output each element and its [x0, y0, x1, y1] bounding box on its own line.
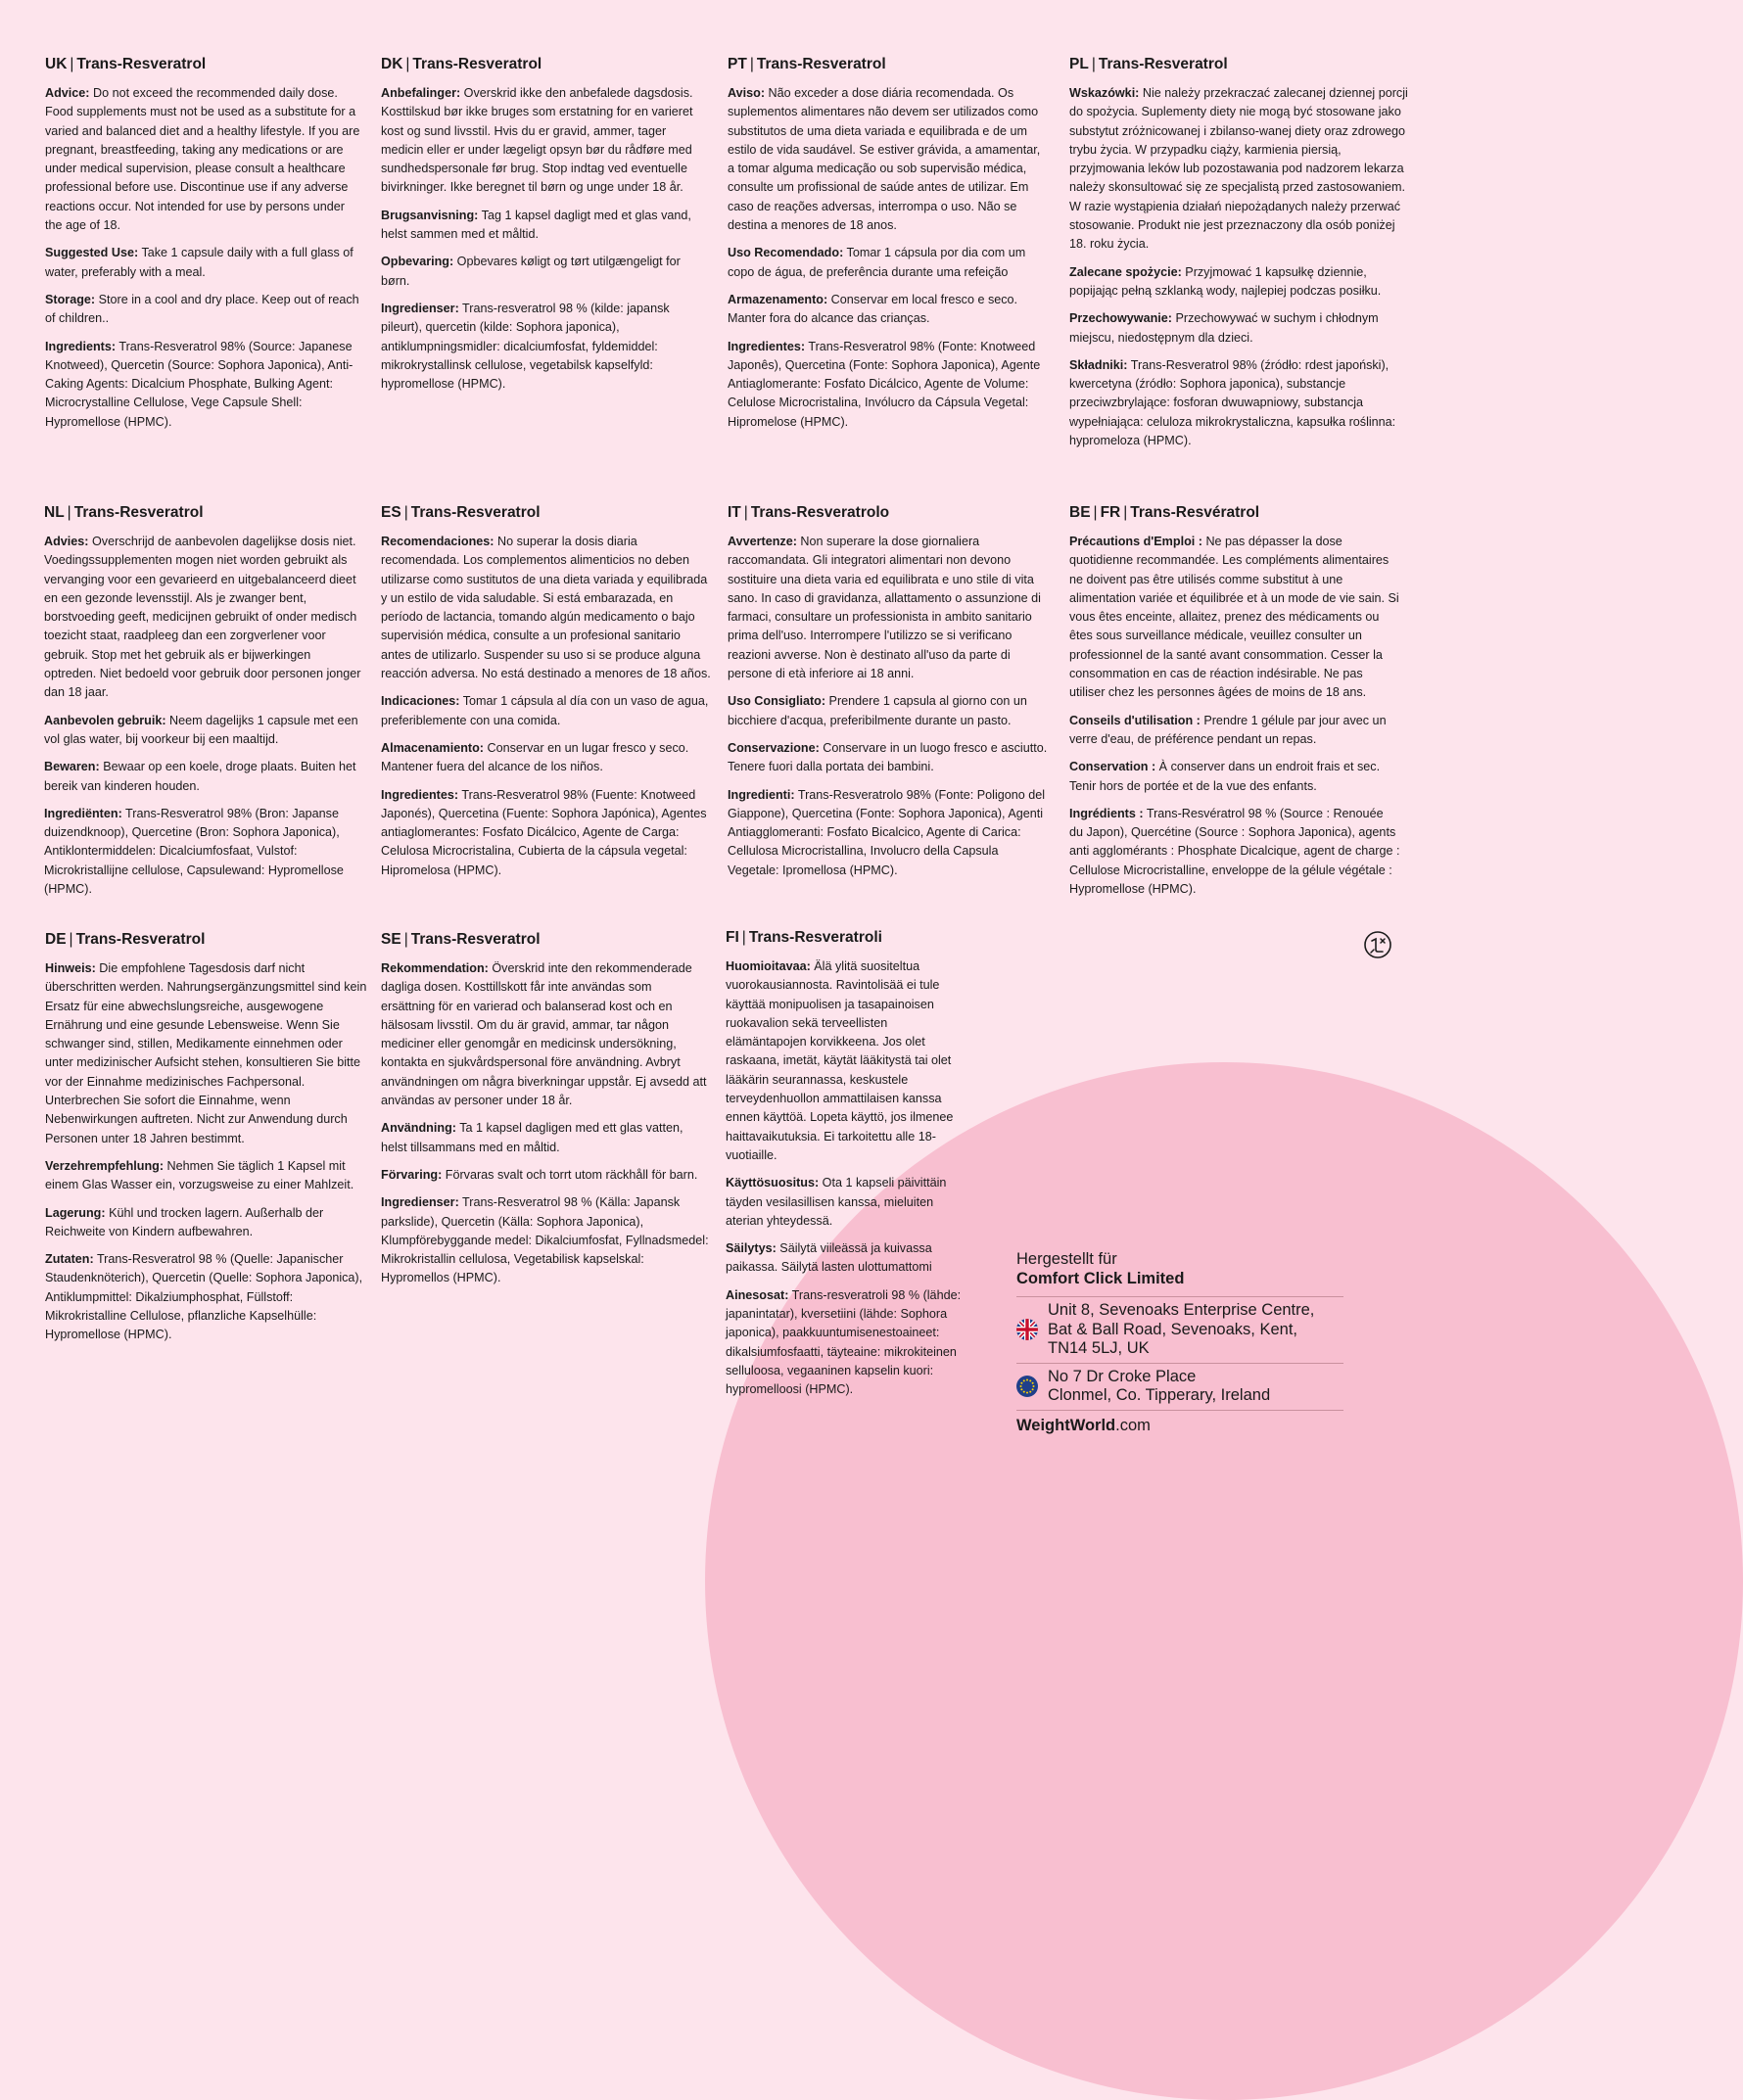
- brand-domain: .com: [1115, 1416, 1151, 1434]
- country-code: IT: [728, 504, 741, 521]
- section-label: Förvaring:: [381, 1167, 443, 1182]
- country-code: UK: [45, 56, 68, 72]
- section-label: Conseils d'utilisation :: [1069, 713, 1201, 727]
- section-label: Uso Recomendado:: [728, 246, 844, 260]
- heading-separator: |: [403, 504, 408, 521]
- section-text: Do not exceed the recommended daily dose. Food supplements must not be used as a substitute for a varied and balanced diet and a healthy lifestyle. If you are pregnant, breastfeeding, taking any medications or are under medical supervision, please consult a healthcare professional before use. Discontinue use if any adverse reactions occur. Not intended for use by persons under the age of 18.: [45, 86, 360, 233]
- label-section: [728, 291, 1041, 329]
- country-code-secondary: FR: [1100, 504, 1121, 521]
- label-section: [1069, 533, 1400, 703]
- label-section: [728, 692, 1051, 730]
- section-label: Ingredientes:: [728, 339, 806, 353]
- panel-it: [728, 503, 1051, 889]
- label-section: [726, 1239, 965, 1278]
- label-section: [1069, 758, 1400, 796]
- label-section: [728, 84, 1041, 235]
- section-text: Trans-Resveratrol 98% (Bron: Japanse duizendknoop), Quercetine (Bron: Sophora Japonica), Antiklontermiddelen: Dicalciumfosfaat, Vulstof: Microkristallijne cellulose, Capsulewand: Hypromellose (HPMC).: [44, 806, 344, 897]
- section-label: Przechowywanie:: [1069, 311, 1172, 326]
- section-text: Älä ylitä suositeltua vuorokausiannosta. Ravintolisää ei tule käyttää monipuolisen ja tasapainoisen ruokavalion sekä terveellisten elämäntapojen korvikkeena. Jos olet raskaana, imetät, käytät lääkitystä tai olet lääkärin seurannassa, keskustele terveydenhuollon ammattilaisen kanssa ennen käyttöä. Lopeta käyttö, jos ilmenee haittavaikutuksia. Ei tarkoitettu alle 18-vuotiaille.: [726, 959, 954, 1162]
- section-text: Przyjmować 1 kapsułkę dziennie, popijając pełną szklanką wody, najlepiej podczas posiłku.: [1069, 264, 1382, 298]
- panel-uk: [45, 55, 363, 441]
- panel-heading: [381, 503, 714, 523]
- panel-heading: [45, 930, 368, 950]
- label-section: [381, 1119, 709, 1157]
- country-code: PL: [1069, 56, 1089, 72]
- label-section: [1069, 805, 1400, 899]
- heading-separator: |: [1091, 56, 1096, 72]
- panel-dk: [381, 55, 709, 402]
- section-label: Storage:: [45, 292, 96, 306]
- section-text: Bewaar op een koele, droge plaats. Buiten het bereik van kinderen houden.: [44, 760, 356, 793]
- panel-heading: [381, 55, 709, 74]
- brand-website[interactable]: [1016, 1417, 1343, 1435]
- label-section: [728, 533, 1051, 683]
- heading-separator: |: [69, 931, 73, 948]
- country-code: DE: [45, 931, 67, 948]
- label-section: [726, 1174, 965, 1231]
- section-label: Ingredienti:: [728, 787, 795, 802]
- section-text: Förvaras svalt och torrt utom räckhåll för barn.: [442, 1167, 698, 1182]
- uk-address: Unit 8, Sevenoaks Enterprise Centre, Bat & Ball Road, Sevenoaks, Kent, TN14 5LJ, UK: [1048, 1301, 1315, 1357]
- brand-name: WeightWorld: [1016, 1416, 1116, 1434]
- section-text: À conserver dans un endroit frais et sec. Tenir hors de portée et de la vue des enfants.: [1069, 760, 1381, 793]
- section-text: Trans-Resveratrol 98% (Fonte: Knotweed Japonês), Quercetina (Fonte: Sophora Japonica), Agente Antiaglomerante: Fosfato Dicálcico, Agente de Volume: Celulose Microcristalina, Invólucro da Cápsula Vegetal: Hipromelose (HPMC).: [728, 339, 1041, 429]
- section-label: Ingredienser:: [381, 1195, 459, 1210]
- product-name: Trans-Resveratroli: [748, 929, 882, 946]
- heading-separator: |: [1093, 504, 1098, 521]
- section-text: Tomar 1 cápsula por dia com um copo de água, de preferência durante uma refeição: [728, 246, 1026, 279]
- label-section: [44, 805, 365, 899]
- heading-separator: |: [67, 504, 71, 521]
- label-section: [44, 533, 365, 703]
- made-for-label: Hergestellt für: [1016, 1250, 1117, 1268]
- section-label: Ingrediënten:: [44, 806, 122, 820]
- panel-fi: [726, 928, 965, 1397]
- panel-heading: [45, 55, 363, 74]
- section-text: Ota 1 kapseli päivittäin täyden vesilasillisen kanssa, mieluiten aterian yhteydessä.: [726, 1176, 947, 1228]
- country-code: DK: [381, 56, 403, 72]
- product-name: Trans-Resveratrol: [410, 931, 541, 948]
- section-text: Trans-Resveratrolo 98% (Fonte: Poligono del Giappone), Quercetina (Fonte: Sophora Japonica), Agenti Antiagglomeranti: Fosfato Bicalcico, Agente di Carica: Cellulosa Microcristallina, Involucro della Capsula Vegetale: Ipromellosa (HPMC).: [728, 787, 1046, 877]
- section-label: Ingredients:: [45, 339, 117, 353]
- section-text: Non superare la dose giornaliera raccomandata. Gli integratori alimentari non devono sostituire una dieta varia ed equilibrata e uno stile di vita sano. In caso di gravidanza, allattamento o assunzione di farmaci, consultare un professionista in ambito sanitario prima dell'uso. Interrompere l'utilizzo se si verificano reazioni avverse. Non è destinato all'uso da parte di persone di età inferiore ai 18 anni.: [728, 535, 1041, 681]
- panel-heading: [44, 503, 365, 523]
- section-label: Uso Consigliato:: [728, 694, 826, 709]
- section-text: Take 1 capsule daily with a full glass of water, preferably with a meal.: [45, 246, 353, 279]
- label-section: [728, 244, 1041, 282]
- product-name: Trans-Resvératrol: [1130, 504, 1260, 521]
- panel-heading: [728, 503, 1051, 523]
- label-section: [1069, 263, 1412, 302]
- product-name: Trans-Resveratrol: [73, 504, 204, 521]
- heading-separator: |: [1123, 504, 1128, 521]
- label-section: [726, 1286, 965, 1400]
- label-section: [728, 786, 1051, 880]
- section-label: Ingredientes:: [381, 787, 459, 802]
- heading-separator: |: [743, 504, 748, 521]
- product-name: Trans-Resveratrol: [410, 504, 541, 521]
- company-name: Comfort Click Limited: [1016, 1270, 1185, 1287]
- section-text: Nie należy przekraczać zalecanej dziennej porcji do spożycia. Suplementy diety nie mogą być stosowane jako substytut zróżnicowanej i zbilanso-wanej diety oraz zdrowego trybu życia. W przypadku ciąży, karmienia piersią, przyjmowania leków lub pozostawania pod nadzorem lekarza należy skonsultować się ze specjalistą przed zastosowaniem. W razie wystąpienia działań niepożądanych należy przerwać stosowanie. Produkt nie jest przeznaczony dla osób poniżej 18. roku życia.: [1069, 86, 1408, 252]
- product-name: Trans-Resveratrol: [76, 56, 207, 72]
- section-label: Zutaten:: [45, 1252, 94, 1267]
- label-section: [45, 959, 368, 1148]
- section-label: Zalecane spożycie:: [1069, 264, 1182, 279]
- section-text: Conservar em local fresco e seco. Manter fora do alcance das crianças.: [728, 292, 1018, 326]
- country-code: SE: [381, 931, 401, 948]
- panel-nl: [44, 503, 365, 908]
- section-text: Ta 1 kapsel dagligen med ett glas vatten, helst tillsammans med en måltid.: [381, 1121, 683, 1154]
- section-text: Trans-Resveratrol 98 % (Quelle: Japanischer Staudenknöterich), Quercetin (Quelle: Sophora Japonica), Antiklumpmittel: Dikalziumphosphat, Füllstoff: Mikrokristalline Cellulose, pflanzliche Kapselhülle: Hypromellose (HPMC).: [45, 1252, 363, 1342]
- section-label: Avvertenze:: [728, 535, 797, 548]
- section-text: Tomar 1 cápsula al día con un vaso de agua, preferiblemente con una comida.: [381, 694, 709, 727]
- section-text: Store in a cool and dry place. Keep out of reach of children..: [45, 292, 359, 326]
- section-label: Huomioitavaa:: [726, 959, 811, 973]
- label-section: [1069, 712, 1400, 750]
- section-text: Opbevares køligt og tørt utilgængeligt for børn.: [381, 255, 681, 288]
- section-text: Trans-Resveratrol 98% (źródło: rdest japoński), kwercetyna (źródło: Sophora japonica), substancje przeciwzbrylające: fosforan dwuwapniowy, substancja wypełniająca: celuloza mikrokrystaliczna, kapsułka roślinna: hypromeloza (HPMC).: [1069, 357, 1396, 448]
- section-label: Ainesosat:: [726, 1287, 789, 1302]
- section-label: Składniki:: [1069, 357, 1128, 372]
- section-label: Advies:: [44, 535, 89, 548]
- panel-be-fr: [1069, 503, 1400, 908]
- section-text: Trans-Resveratrol 98 % (Källa: Japansk parkslide), Quercetin (Källa: Sophora Japonica), Klumpförebyggande medel: Dikalciumfosfat, Fyllnadsmedel: Mikrokristallin cellulosa, Vegetabilisk kapselskal: Hypromellos (HPMC).: [381, 1195, 709, 1285]
- label-section: [45, 1157, 368, 1195]
- section-text: No superar la dosis diaria recomendada. Los complementos alimenticios no deben utilizarse como sustitutos de una dieta variada y equilibrada y un estilo de vida saludable. Si está embarazada, en período de lactancia, tomando algún medicamento o bajo supervisión médica, consulte a un profesional sanitario antes de utilizarlo. Suspender su uso si se produce alguna reacción adversa. No está destinado a menores de 18 años.: [381, 535, 711, 681]
- panel-se: [381, 930, 709, 1297]
- section-label: Hinweis:: [45, 961, 96, 975]
- section-label: Användning:: [381, 1121, 456, 1136]
- section-label: Armazenamento:: [728, 292, 828, 306]
- panel-heading: [728, 55, 1041, 74]
- section-text: Kühl und trocken lagern. Außerhalb der Reichweite von Kindern aufbewahren.: [45, 1205, 324, 1238]
- panel-pt: [728, 55, 1041, 441]
- section-label: Conservazione:: [728, 740, 820, 755]
- section-text: Säilytä viileässä ja kuivassa paikassa. Säilytä lasten ulottumattomi: [726, 1241, 932, 1275]
- section-label: Recomendaciones:: [381, 535, 495, 548]
- label-section: [45, 1204, 368, 1242]
- section-label: Verzehrempfehlung:: [45, 1158, 165, 1173]
- section-text: Overschrijd de aanbevolen dagelijkse dosis niet. Voedingssupplementen mogen niet worden gebruikt als vervanging voor een gevarieerd en uitgebalanceerd dieet en een gezonde levensstijl. Als je zwanger bent, borstvoeding geeft, medicijnen gebruikt of onder medisch toezicht staat, raadpleeg dan een zorgverlener voor gebruik. Stop met het gebruik als er bijwerkingen optreden. Niet bedoeld voor gebruik door personen jonger dan 18 jaar.: [44, 535, 361, 700]
- recycle-bin-icon: [1363, 930, 1392, 959]
- section-label: Conservation :: [1069, 760, 1156, 774]
- label-section: [44, 758, 365, 796]
- uk-address-row: [1016, 1296, 1343, 1363]
- heading-separator: |: [403, 931, 408, 948]
- label-section: [381, 533, 714, 683]
- section-text: Trans-Resveratrol 98% (Source: Japanese Knotweed), Quercetin (Source: Sophora Japonica), Anti-Caking Agents: Dicalcium Phosphate, Bulking Agent: Microcrystalline Cellulose, Vege Capsule Shell: Hypromellose (HPMC).: [45, 339, 353, 429]
- label-section: [45, 84, 363, 235]
- section-label: Brugsanvisning:: [381, 208, 479, 222]
- heading-separator: |: [741, 929, 746, 946]
- section-label: Käyttösuositus:: [726, 1176, 820, 1190]
- section-label: Säilytys:: [726, 1241, 777, 1256]
- section-label: Wskazówki:: [1069, 86, 1140, 100]
- panel-pl: [1069, 55, 1412, 459]
- country-code: BE: [1069, 504, 1091, 521]
- panel-heading: [1069, 55, 1412, 74]
- section-text: Prendere 1 capsula al giorno con un bicchiere d'acqua, preferibilmente durante un pasto.: [728, 694, 1027, 727]
- section-label: Aanbevolen gebruik:: [44, 713, 166, 727]
- label-section: [45, 338, 363, 432]
- heading-separator: |: [749, 56, 754, 72]
- section-text: Nehmen Sie täglich 1 Kapsel mit einem Glas Wasser ein, vorzugsweise zu einer Mahlzeit.: [45, 1158, 354, 1192]
- panel-de: [45, 930, 368, 1354]
- section-label: Almacenamiento:: [381, 740, 484, 755]
- product-name: Trans-Resveratrol: [756, 56, 886, 72]
- label-section: [381, 207, 709, 245]
- section-label: Ingrédients :: [1069, 806, 1144, 820]
- panel-heading: [726, 928, 965, 948]
- country-code: PT: [728, 56, 747, 72]
- panel-heading: [381, 930, 709, 950]
- label-section: [1069, 309, 1412, 348]
- section-label: Advice:: [45, 86, 90, 100]
- panel-heading: [1069, 503, 1400, 523]
- section-text: Ne pas dépasser la dose quotidienne recommandée. Les compléments alimentaires ne doivent pas être utilisés comme substitut à une alimentation variée et équilibrée et à un mode de vie sain. Si vous êtes enceinte, allaitez, prenez des médicaments ou êtes sous surveillance médicale, veuillez consulter un professionnel de la santé avant consommation. Cesser la consommation en cas de réaction indésirable. Ne pas utiliser chez les personnes âgées de moins de 18 ans.: [1069, 535, 1399, 700]
- eu-address: No 7 Dr Croke Place Clonmel, Co. Tipperary, Ireland: [1048, 1367, 1271, 1404]
- section-text: Trans-resveratrol 98 % (kilde: japansk pileurt), quercetin (kilde: Sophora japonica), antiklumpningsmidler: dicalciumfosfat, fyldemiddel: mikrokrystallinsk cellulose, vegetabilsk kapselfyld: hypromellose (HPMC).: [381, 301, 670, 392]
- eu-address-row: [1016, 1363, 1343, 1411]
- label-section: [381, 1193, 709, 1287]
- country-code: FI: [726, 929, 739, 946]
- section-text: Tag 1 kapsel dagligt med et glas vand, helst sammen med et måltid.: [381, 208, 691, 242]
- label-section: [381, 692, 714, 730]
- section-label: Indicaciones:: [381, 694, 460, 709]
- section-label: Opbevaring:: [381, 255, 454, 269]
- product-name: Trans-Resveratrol: [1098, 56, 1228, 72]
- label-section: [381, 786, 714, 880]
- label-section: [1069, 84, 1412, 255]
- section-label: Ingredienser:: [381, 301, 459, 315]
- label-section: [45, 1250, 368, 1344]
- eu-flag-icon: [1016, 1376, 1038, 1397]
- label-section: [728, 739, 1051, 777]
- label-section: [728, 338, 1041, 432]
- section-text: Não exceder a dose diária recomendada. Os suplementos alimentares não devem ser utilizados como substitutos de uma dieta variada e equilibrada e de um estilo de vida saudável. Se estiver grávida, a amamentar, a tomar alguma medicação ou sob supervisão médica, consulte um profissional de saúde antes de utilizar. Em caso de reações adversas, interrompa o uso. Não se destina a menores de 18 anos.: [728, 86, 1041, 233]
- section-text: Overskrid ikke den anbefalede dagsdosis. Kosttilskud bør ikke bruges som erstatning for en varieret kost og sund livsstil. Hvis du er gravid, ammer, tager medicin eller er under lægeligt opsyn bør du rådføre med sundhedspersonale før brug. Stop indtag ved eventuelle bivirkninger. Ikke beregnet til børn og unge under 18 år.: [381, 86, 693, 195]
- label-section: [381, 1166, 709, 1185]
- label-section: [1069, 356, 1412, 450]
- country-code: ES: [381, 504, 401, 521]
- heading-separator: |: [405, 56, 410, 72]
- label-section: [381, 84, 709, 198]
- section-label: Rekommendation:: [381, 961, 489, 975]
- label-section: [381, 300, 709, 394]
- label-section: [45, 244, 363, 282]
- manufacturer-info: [1016, 1249, 1343, 1435]
- product-name: Trans-Resveratrol: [75, 931, 206, 948]
- label-section: [381, 253, 709, 291]
- label-section: [45, 291, 363, 329]
- section-text: Die empfohlene Tagesdosis darf nicht überschritten werden. Nahrungsergänzungsmittel sind kein Ersatz für eine abwechslungsreiche, ausgewogene Ernährung und eine gesunde Lebensweise. Wenn Sie schwanger sind, stillen, Medikamente einnehmen oder unter medizinischer Aufsicht stehen, konsultieren Sie bitte vor der Einnahme medizinisches Fachpersonal. Unterbrechen Sie sofort die Einnahme, wenn Nebenwirkungen auftreten. Nicht zur Anwendung durch Personen unter 18 Jahren bestimmt.: [45, 961, 367, 1145]
- label-section: [44, 712, 365, 750]
- section-text: Neem dagelijks 1 capsule met een vol glas water, bij voorkeur bij een maaltijd.: [44, 713, 358, 746]
- product-name: Trans-Resveratrol: [412, 56, 542, 72]
- section-text: Conservare in un luogo fresco e asciutto. Tenere fuori dalla portata dei bambini.: [728, 740, 1048, 774]
- country-code: NL: [44, 504, 65, 521]
- product-name: Trans-Resveratrolo: [750, 504, 890, 521]
- panel-es: [381, 503, 714, 889]
- section-label: Anbefalinger:: [381, 86, 461, 100]
- section-text: Trans-resveratroli 98 % (lähde: japanintatar), kversetiini (lähde: Sophora japonica), paakkuuntumisenestoaineet: dikalsiumfosfaatti, täyteaine: mikrokiteinen selluloosa, vegaaninen kapselin kuori: hypromelloosi (HPMC).: [726, 1287, 962, 1397]
- section-text: Överskrid inte den rekommenderade dagliga dosen. Kosttillskott får inte användas som ersättning för en varierad och balanserad kost och en hälsosam livsstil. Om du är gravid, ammar, tar någon mediciner eller genomgår en medicinsk undersökning, kontakta en sjukvårdspersonal före användning. Avbryt användningen om några biverkningar uppstår. Ej avsedd att användas av personer under 18 år.: [381, 961, 707, 1108]
- label-section: [381, 959, 709, 1110]
- section-label: Aviso:: [728, 86, 766, 100]
- section-label: Précautions d'Emploi :: [1069, 535, 1202, 548]
- section-text: Przechowywać w suchym i chłodnym miejscu, niedostępnym dla dzieci.: [1069, 311, 1379, 345]
- uk-flag-icon: [1016, 1319, 1038, 1340]
- label-section: [381, 739, 714, 777]
- section-text: Trans-Resveratrol 98% (Fuente: Knotweed Japonés), Quercetina (Fuente: Sophora Japónica), Agentes antiaglomerantes: Fosfato Dicálcico, Agente de Carga: Celulosa Microcristalina, Cubierta de la cápsula vegetal: Hipromelosa (HPMC).: [381, 787, 707, 877]
- heading-separator: |: [70, 56, 74, 72]
- section-text: Prendre 1 gélule par jour avec un verre d'eau, de préférence pendant un repas.: [1069, 713, 1387, 746]
- section-label: Lagerung:: [45, 1205, 106, 1220]
- label-section: [726, 957, 965, 1165]
- section-text: Conservar en un lugar fresco y seco. Mantener fuera del alcance de los niños.: [381, 740, 689, 774]
- section-text: Trans-Resvératrol 98 % (Source : Renouée du Japon), Quercétine (Source : Sophora Japonica), agents anti agglomérants : Phosphate Dicalcique, agent de charge : Cellulose Microcristalline, enveloppe de la gélule végétale : Hypromellose (HPMC).: [1069, 806, 1400, 897]
- section-label: Bewaren:: [44, 760, 100, 774]
- section-label: Suggested Use:: [45, 246, 139, 260]
